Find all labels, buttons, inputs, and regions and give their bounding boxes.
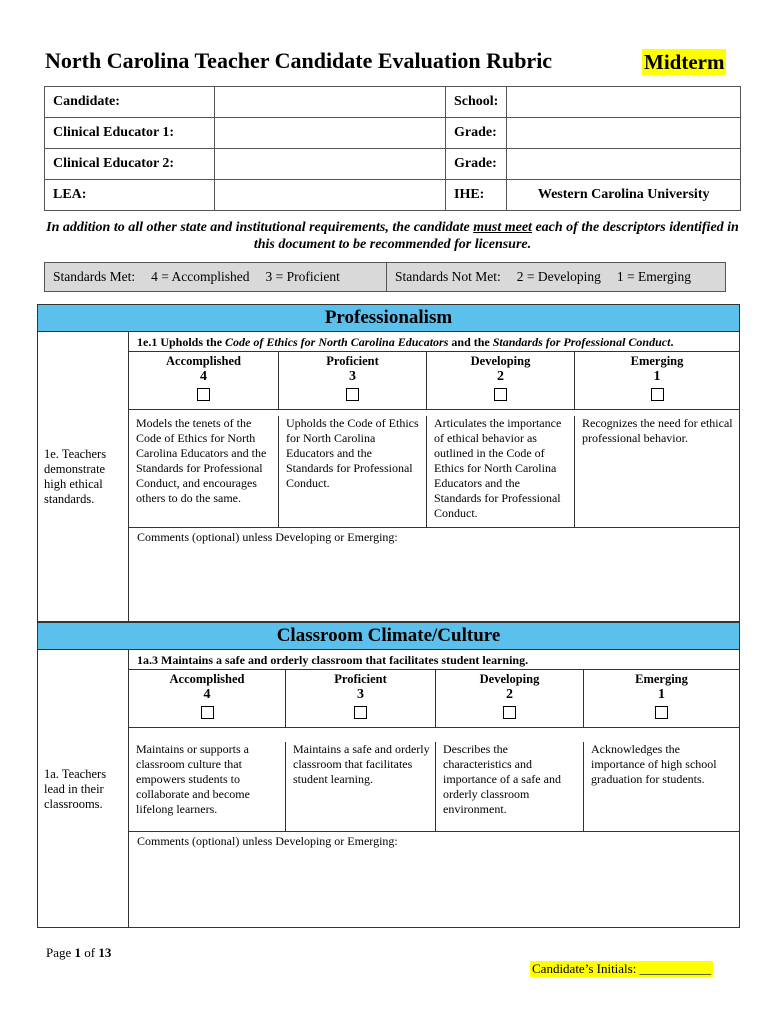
level-accomplished: Accomplished 4 [129, 670, 286, 727]
section-professionalism [37, 304, 740, 622]
level-proficient: Proficient 3 [286, 670, 436, 727]
accomplished-checkbox[interactable] [201, 706, 214, 719]
lea-label: LEA: [45, 180, 215, 211]
legend-accomplished: 4 = Accomplished [151, 269, 250, 284]
grade-1-field[interactable] [507, 118, 741, 149]
comments-box[interactable]: Comments (optional) unless Developing or Emerging: [129, 831, 739, 930]
desc-accomplished: Maintains or supports a classroom culture that empowers students to collaborate and become lifelong learners. [129, 742, 286, 831]
standards-not-met-label: Standards Not Met: [395, 269, 501, 284]
section-heading: Professionalism [38, 305, 739, 332]
desc-developing: Describes the characteristics and importance of a safe and orderly classroom environment. [436, 742, 584, 831]
candidate-field[interactable] [215, 87, 446, 118]
standard-label: 1a. Teachers lead in their classrooms. [38, 650, 129, 928]
developing-checkbox[interactable] [503, 706, 516, 719]
candidate-initials[interactable]: Candidate’s Initials: ___________ [532, 961, 712, 976]
indicator-text: 1a.3 Maintains a safe and orderly classroom that facilitates student learning. [137, 653, 529, 667]
level-emerging: Emerging 1 [575, 352, 739, 409]
accomplished-checkbox[interactable] [197, 388, 210, 401]
standards-legend [44, 262, 726, 292]
section-classroom-climate [37, 622, 740, 928]
desc-emerging: Recognizes the need for ethical professional behavior. [582, 416, 733, 445]
ihe-label: IHE: [446, 180, 507, 211]
candidate-info-table [44, 86, 741, 211]
school-label: School: [446, 87, 507, 118]
lea-field[interactable] [215, 180, 446, 211]
clinical-educator-2-label: Clinical Educator 2: [45, 149, 215, 180]
legend-proficient: 3 = Proficient [265, 269, 340, 284]
standard-label: 1e. Teachers demonstrate high ethical standards. [38, 332, 129, 622]
desc-accomplished: Models the tenets of the Code of Ethics for North Carolina Educators and the Standards for Professional Conduct, and encourages others to do the same. [129, 416, 279, 527]
level-emerging: Emerging 1 [584, 670, 739, 727]
level-accomplished: Accomplished 4 [129, 352, 279, 409]
emerging-checkbox[interactable] [651, 388, 664, 401]
grade-2-field[interactable] [507, 149, 741, 180]
clinical-educator-1-field[interactable] [215, 118, 446, 149]
level-developing: Developing 2 [436, 670, 584, 727]
desc-proficient: Maintains a safe and orderly classroom that facilitates student learning. [286, 742, 436, 831]
midterm-badge: Midterm [644, 50, 725, 74]
section-heading: Classroom Climate/Culture [38, 623, 739, 650]
desc-proficient: Upholds the Code of Ethics for North Carolina Educators and the Standards for Professional Conduct. [279, 416, 427, 527]
emerging-checkbox[interactable] [655, 706, 668, 719]
desc-emerging: Acknowledges the importance of high school graduation for students. [591, 742, 717, 786]
standards-met-label: Standards Met: [53, 269, 136, 284]
level-developing: Developing 2 [427, 352, 575, 409]
intro-statement: In addition to all other state and institutional requirements, the candidate must meet each of the descriptors identified in this document to be recommended for licensure. [46, 220, 739, 252]
intro-emphasis: must meet [473, 220, 532, 235]
proficient-checkbox[interactable] [354, 706, 367, 719]
level-proficient: Proficient 3 [279, 352, 427, 409]
grade-1-label: Grade: [446, 118, 507, 149]
school-field[interactable] [507, 87, 741, 118]
desc-developing: Articulates the importance of ethical behavior as outlined in the Code of Ethics for North Carolina Educators and the Standards for Professional Conduct. [427, 416, 575, 527]
clinical-educator-1-label: Clinical Educator 1: [45, 118, 215, 149]
legend-emerging: 1 = Emerging [616, 269, 691, 284]
document-title: North Carolina Teacher Candidate Evaluation Rubric [45, 48, 553, 73]
indicator-text: 1e.1 Upholds the Code of Ethics for North Carolina Educators and the Standards for Professional Conduct. [137, 335, 674, 349]
legend-developing: 2 = Developing [516, 269, 601, 284]
proficient-checkbox[interactable] [346, 388, 359, 401]
candidate-label: Candidate: [45, 87, 215, 118]
clinical-educator-2-field[interactable] [215, 149, 446, 180]
page-number: Page 1 of 13 [46, 945, 112, 960]
grade-2-label: Grade: [446, 149, 507, 180]
ihe-value: Western Carolina University [507, 180, 741, 211]
comments-box[interactable]: Comments (optional) unless Developing or Emerging: [129, 527, 739, 623]
developing-checkbox[interactable] [494, 388, 507, 401]
